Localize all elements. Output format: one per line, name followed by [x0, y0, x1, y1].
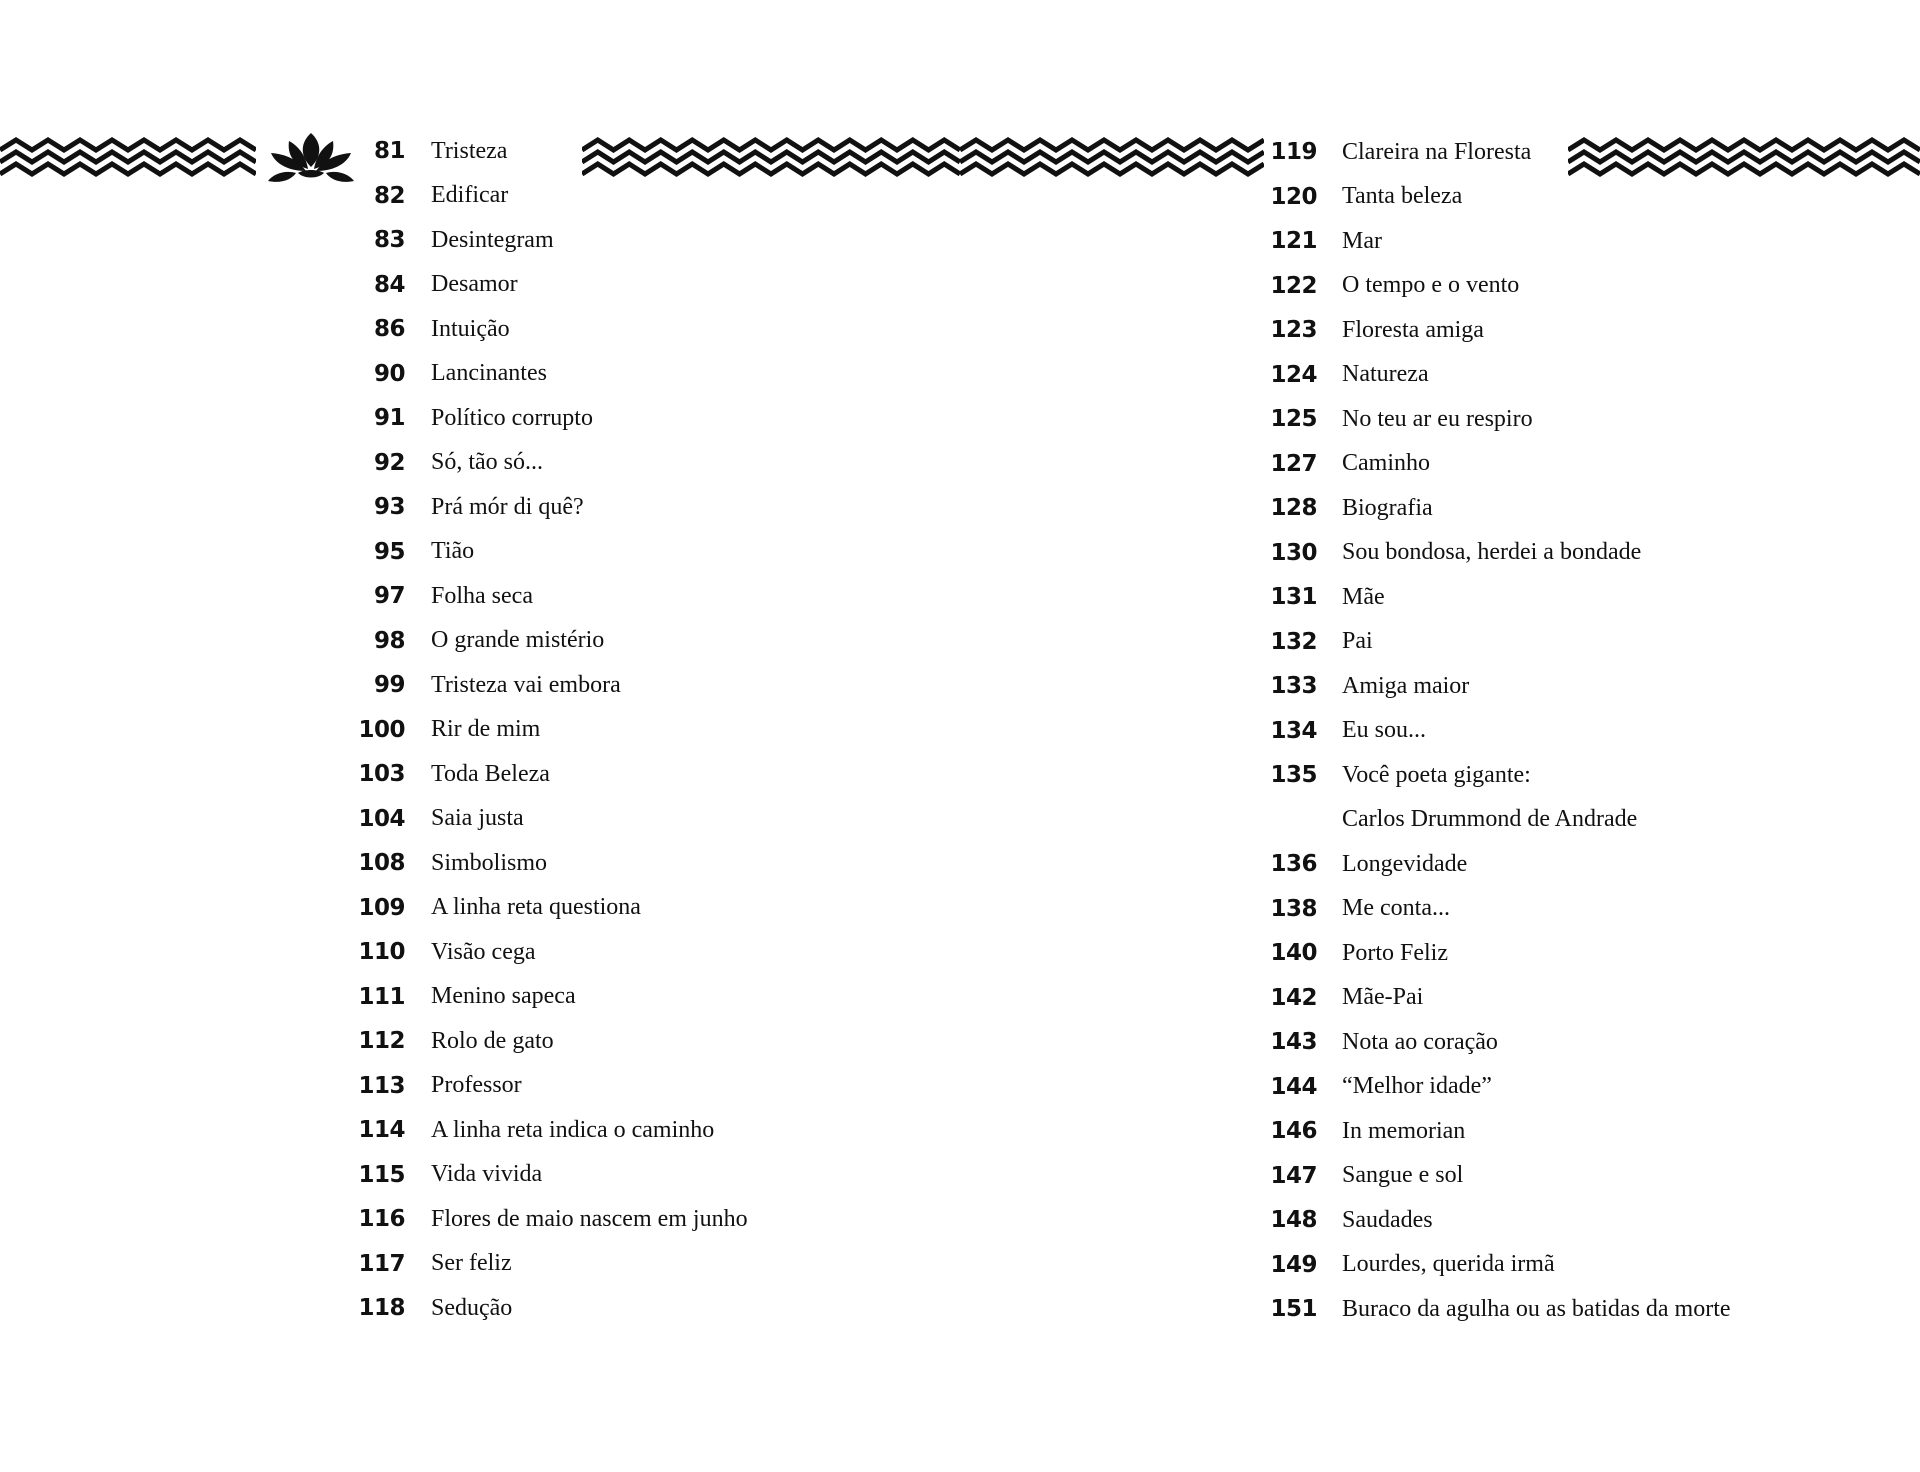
toc-entry[interactable]: [1260, 1109, 1731, 1154]
toc-entry[interactable]: [350, 307, 748, 352]
entry-title: Eu sou...: [1342, 717, 1426, 744]
page-number: 98: [373, 627, 405, 654]
page-number: 118: [358, 1295, 405, 1322]
page-number: 90: [373, 360, 405, 387]
page-number: 97: [373, 583, 405, 610]
entry-title: Tristeza: [431, 137, 508, 164]
page-number: 81: [373, 138, 405, 165]
page-number: 143: [1270, 1029, 1317, 1056]
page-number: 149: [1270, 1251, 1317, 1278]
entry-title: A linha reta questiona: [431, 894, 641, 921]
page-number: 122: [1270, 272, 1317, 299]
toc-entry[interactable]: [1260, 976, 1731, 1021]
page-number: 128: [1270, 495, 1317, 522]
entry-title: Amiga maior: [1342, 672, 1470, 699]
page-number: 112: [358, 1028, 405, 1055]
toc-entry[interactable]: [350, 797, 748, 842]
toc-entry[interactable]: [1260, 353, 1731, 398]
lotus-icon: [268, 133, 354, 185]
toc-entry[interactable]: [1260, 1154, 1731, 1199]
toc-entry[interactable]: [350, 1153, 748, 1198]
toc-entry[interactable]: [1260, 219, 1731, 264]
page-number: 138: [1270, 895, 1317, 922]
entry-title: Flores de maio nascem em junho: [431, 1205, 748, 1232]
entry-title: A linha reta indica o caminho: [431, 1116, 715, 1143]
toc-entry-continuation[interactable]: [1260, 798, 1731, 843]
page-number: 121: [1270, 228, 1317, 255]
page-number: 83: [373, 227, 405, 254]
entry-title: Me conta...: [1342, 895, 1450, 922]
page-number: 86: [373, 316, 405, 343]
right-page: [960, 0, 1920, 1472]
entry-title: O tempo e o vento: [1342, 272, 1520, 299]
page-number: 147: [1270, 1162, 1317, 1189]
zigzag-border-center-right: [960, 137, 1264, 183]
toc-entry[interactable]: [1260, 175, 1731, 220]
page-number: 92: [373, 449, 405, 476]
entry-title: Lourdes, querida irmã: [1342, 1251, 1555, 1278]
toc-entry[interactable]: [350, 352, 748, 397]
page-number: 100: [358, 716, 405, 743]
entry-title: Sou bondosa, herdei a bondade: [1342, 539, 1642, 566]
page-number: 130: [1270, 539, 1317, 566]
toc-entry[interactable]: [1260, 709, 1731, 754]
toc-entry[interactable]: [1260, 931, 1731, 976]
entry-title: Saudades: [1342, 1206, 1433, 1233]
toc-entry[interactable]: [350, 530, 748, 575]
entry-title: O grande mistério: [431, 627, 605, 654]
entry-title: Mãe-Pai: [1342, 984, 1424, 1011]
page-number: 109: [358, 894, 405, 921]
toc-entry[interactable]: [1260, 264, 1731, 309]
entry-title: Sangue e sol: [1342, 1162, 1464, 1189]
entry-title: Porto Feliz: [1342, 939, 1448, 966]
entry-title: Caminho: [1342, 450, 1430, 477]
toc-entry[interactable]: [1260, 531, 1731, 576]
entry-title: Floresta amiga: [1342, 316, 1484, 343]
entry-title: Saia justa: [431, 805, 524, 832]
toc-entry[interactable]: [350, 1108, 748, 1153]
toc-entry[interactable]: [1260, 575, 1731, 620]
entry-title: Lancinantes: [431, 360, 547, 387]
toc-entry[interactable]: [350, 1242, 748, 1287]
entry-title: Natureza: [1342, 361, 1429, 388]
entry-title: Político corrupto: [431, 404, 593, 431]
toc-entry[interactable]: [350, 1019, 748, 1064]
toc-entry[interactable]: [1260, 308, 1731, 353]
toc-entry[interactable]: [1260, 1243, 1731, 1288]
entry-title: Simbolismo: [431, 849, 548, 876]
toc-entry[interactable]: [350, 841, 748, 886]
toc-entry[interactable]: [350, 441, 748, 486]
page-number: 113: [358, 1072, 405, 1099]
toc-entry[interactable]: [1260, 1065, 1731, 1110]
page-number: 134: [1270, 717, 1317, 744]
toc-entry[interactable]: [350, 129, 748, 174]
entry-title: No teu ar eu respiro: [1342, 405, 1533, 432]
page-number: 144: [1270, 1073, 1317, 1100]
toc-entry[interactable]: [1260, 620, 1731, 665]
table-of-contents-right: [1260, 130, 1731, 1332]
entry-title: Clareira na Floresta: [1342, 138, 1532, 165]
entry-title: Rolo de gato: [431, 1027, 554, 1054]
toc-entry[interactable]: [350, 263, 748, 308]
toc-entry[interactable]: [350, 174, 748, 219]
page-number: 95: [373, 538, 405, 565]
page-number: 136: [1270, 851, 1317, 878]
toc-entry[interactable]: [350, 396, 748, 441]
entry-title: Carlos Drummond de Andrade: [1342, 806, 1638, 833]
entry-title: Tião: [431, 538, 475, 565]
page-number: 119: [1270, 139, 1317, 166]
page-number: 117: [358, 1250, 405, 1277]
entry-title: Visão cega: [431, 938, 536, 965]
toc-entry[interactable]: [1260, 842, 1731, 887]
toc-entry[interactable]: [1260, 1020, 1731, 1065]
entry-title: Vida vivida: [431, 1161, 543, 1188]
page-number: 116: [358, 1206, 405, 1233]
toc-entry[interactable]: [1260, 753, 1731, 798]
page-number: 127: [1270, 450, 1317, 477]
entry-title: Pai: [1342, 628, 1373, 655]
page-number: 114: [358, 1117, 405, 1144]
entry-title: Menino sapeca: [431, 983, 576, 1010]
page-number: 132: [1270, 628, 1317, 655]
entry-title: Ser feliz: [431, 1250, 512, 1277]
page-number: 91: [373, 405, 405, 432]
toc-entry[interactable]: [350, 619, 748, 664]
page-number: 99: [373, 672, 405, 699]
page-number: 82: [373, 182, 405, 209]
toc-entry[interactable]: [350, 1286, 748, 1331]
entry-title: Nota ao coração: [1342, 1028, 1498, 1055]
entry-title: Tristeza vai embora: [431, 671, 621, 698]
entry-title: Biografia: [1342, 494, 1433, 521]
page-number: 125: [1270, 406, 1317, 433]
entry-title: In memorian: [1342, 1117, 1466, 1144]
entry-title: “Melhor idade”: [1342, 1073, 1492, 1100]
page-number: 146: [1270, 1118, 1317, 1145]
toc-entry[interactable]: [350, 574, 748, 619]
entry-title: Você poeta gigante:: [1342, 761, 1531, 788]
toc-entry[interactable]: [1260, 397, 1731, 442]
page-number: 111: [358, 983, 405, 1010]
page-number: 103: [358, 761, 405, 788]
entry-title: Mãe: [1342, 583, 1385, 610]
toc-entry[interactable]: [350, 708, 748, 753]
entry-title: Folha seca: [431, 582, 533, 609]
toc-entry[interactable]: [350, 930, 748, 975]
entry-title: Desamor: [431, 271, 518, 298]
page-number: 104: [358, 805, 405, 832]
toc-entry[interactable]: [1260, 887, 1731, 932]
toc-entry[interactable]: [1260, 1198, 1731, 1243]
toc-entry[interactable]: [350, 1197, 748, 1242]
page-number: 140: [1270, 940, 1317, 967]
page-number: 120: [1270, 183, 1317, 210]
toc-entry[interactable]: [1260, 486, 1731, 531]
toc-entry[interactable]: [1260, 130, 1731, 175]
table-of-contents-left: [350, 129, 748, 1331]
entry-title: Prá mór di quê?: [431, 493, 584, 520]
page-number: 84: [373, 271, 405, 298]
toc-entry[interactable]: [1260, 442, 1731, 487]
page-number: 133: [1270, 673, 1317, 700]
page-number: 142: [1270, 984, 1317, 1011]
entry-title: Longevidade: [1342, 850, 1468, 877]
page-number: 123: [1270, 317, 1317, 344]
page-number: 148: [1270, 1207, 1317, 1234]
toc-entry[interactable]: [350, 1064, 748, 1109]
page-number: 115: [358, 1161, 405, 1188]
page-number: 131: [1270, 584, 1317, 611]
toc-entry[interactable]: [350, 752, 748, 797]
toc-entry[interactable]: [350, 218, 748, 263]
entry-title: Sedução: [431, 1294, 513, 1321]
page-number: 151: [1270, 1296, 1317, 1323]
toc-entry[interactable]: [350, 663, 748, 708]
entry-title: Só, tão só...: [431, 449, 544, 476]
entry-title: Buraco da agulha ou as batidas da morte: [1342, 1295, 1731, 1322]
zigzag-border-left: [0, 137, 256, 183]
page-number: 124: [1270, 361, 1317, 388]
page-number: 110: [358, 939, 405, 966]
entry-title: Mar: [1342, 227, 1382, 254]
entry-title: Toda Beleza: [431, 760, 550, 787]
page-number: 108: [358, 850, 405, 877]
entry-title: Edificar: [431, 182, 509, 209]
entry-title: Intuição: [431, 315, 510, 342]
toc-entry[interactable]: [350, 485, 748, 530]
page-number: 93: [373, 494, 405, 521]
toc-entry[interactable]: [350, 975, 748, 1020]
toc-entry[interactable]: [1260, 1287, 1731, 1332]
entry-title: Desintegram: [431, 226, 554, 253]
entry-title: Professor: [431, 1072, 522, 1099]
toc-entry[interactable]: [350, 886, 748, 931]
entry-title: Tanta beleza: [1342, 183, 1463, 210]
toc-entry[interactable]: [1260, 664, 1731, 709]
entry-title: Rir de mim: [431, 716, 541, 743]
page-number: 135: [1270, 762, 1317, 789]
